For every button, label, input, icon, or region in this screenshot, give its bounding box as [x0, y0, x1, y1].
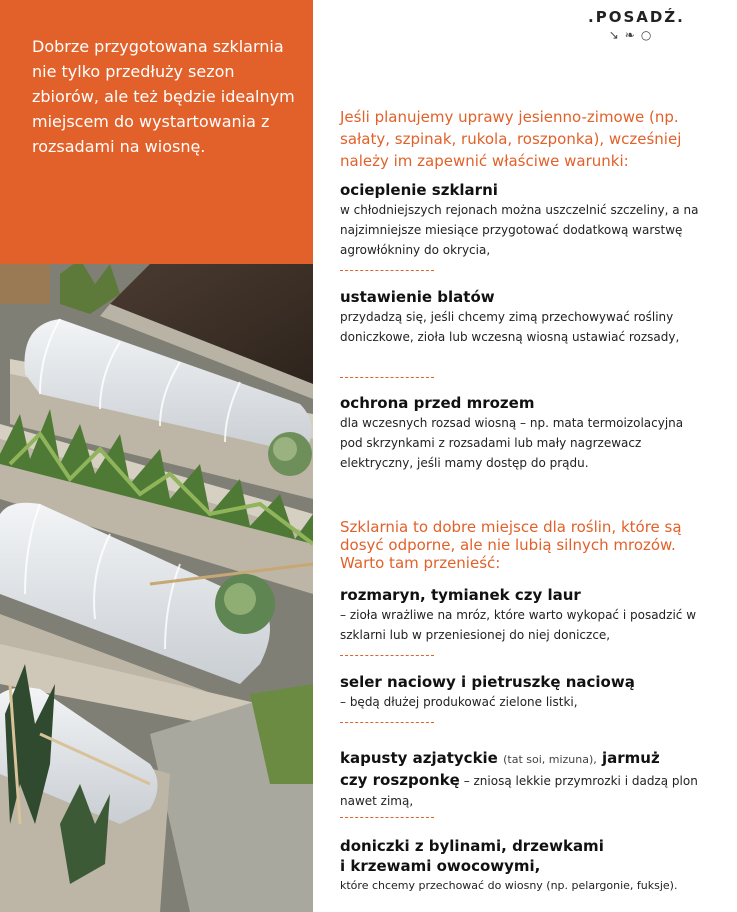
logo-wordmark: .POSADŹ.	[588, 8, 685, 26]
item-title: ocieplenie szklarni	[340, 181, 498, 199]
item-body-text: – zniosą lekkie przymrozki i dadzą plon nawet zimą,	[340, 774, 698, 808]
item-title-note: (tat soi, mizuna),	[503, 753, 597, 766]
divider	[340, 270, 434, 271]
logo-icons	[588, 28, 678, 42]
item-title-part: jarmuż	[602, 749, 660, 767]
item-body: w chłodniejszych rejonach można uszczelnić szczeliny, a na najzimniejsze miesiące przygotować dodatkową warstwę agrowłókniny do okrycia,	[340, 203, 699, 257]
carrot-icon: ↘	[608, 28, 625, 42]
section1-item-tables	[340, 287, 700, 347]
intro-box	[0, 0, 313, 264]
item-body: które chcemy przechować do wiosny (np. pelargonie, fuksje).	[340, 879, 678, 892]
section2-item-herbs	[340, 585, 700, 645]
item-title-part: czy roszponkę	[340, 771, 460, 789]
onion-icon: ○	[640, 28, 658, 42]
item-title-part: kapusty azjatyckie	[340, 749, 498, 767]
item-title: rozmaryn, tymianek czy laur	[340, 586, 581, 604]
divider	[340, 722, 434, 723]
item-title: ustawienie blatów	[340, 288, 495, 306]
item-body: – zioła wrażliwe na mróz, które warto wykopać i posadzić w szklarni lub w przeniesionej do niej doniczce,	[340, 608, 697, 642]
divider	[340, 655, 434, 656]
divider	[340, 377, 434, 378]
section2-item-pots	[340, 836, 700, 896]
item-title: ochrona przed mrozem	[340, 394, 535, 412]
posadz-logo	[588, 8, 685, 42]
section2-item-celery	[340, 672, 700, 712]
item-body: przydadzą się, jeśli chcemy zimą przechowywać rośliny doniczkowe, zioła lub wczesną wiosną ustawiać rozsady,	[340, 310, 680, 344]
garden-beds-photo	[0, 264, 313, 912]
leaf-icon: ❧	[624, 28, 641, 42]
item-title: doniczki z bylinami, drzewkami	[340, 837, 604, 855]
item-title: i krzewami owocowymi,	[340, 857, 541, 875]
item-body: dla wczesnych rozsad wiosną – np. mata termoizolacyjna pod skrzynkami z rozsadami lub mały nagrzewacz elektryczny, jeśli mamy dostęp do prądu.	[340, 416, 684, 470]
item-title: seler naciowy i pietruszkę naciową	[340, 673, 635, 691]
section1-item-insulation	[340, 180, 700, 260]
section2-item-cabbage	[340, 748, 700, 811]
item-title	[340, 748, 700, 770]
divider	[340, 817, 434, 818]
section1-item-frost	[340, 393, 700, 473]
section2-intro: Szklarnia to dobre miejsce dla roślin, które są dosyć odporne, ale nie lubią silnych mrozów. Warto tam przenieść:	[340, 518, 682, 572]
item-body	[340, 770, 700, 811]
intro-text: Dobrze przygotowana szklarnia nie tylko przedłuży sezon zbiorów, ale też będzie idealnym miejscem do wystartowania z rozsadami na wiosnę.	[32, 37, 295, 156]
item-body: – będą dłużej produkować zielone listki,	[340, 695, 578, 709]
section1-intro: Jeśli planujemy uprawy jesienno-zimowe (np. sałaty, szpinak, rukola, roszponka), wcześniej należy im zapewnić właściwe warunki:	[340, 108, 682, 170]
